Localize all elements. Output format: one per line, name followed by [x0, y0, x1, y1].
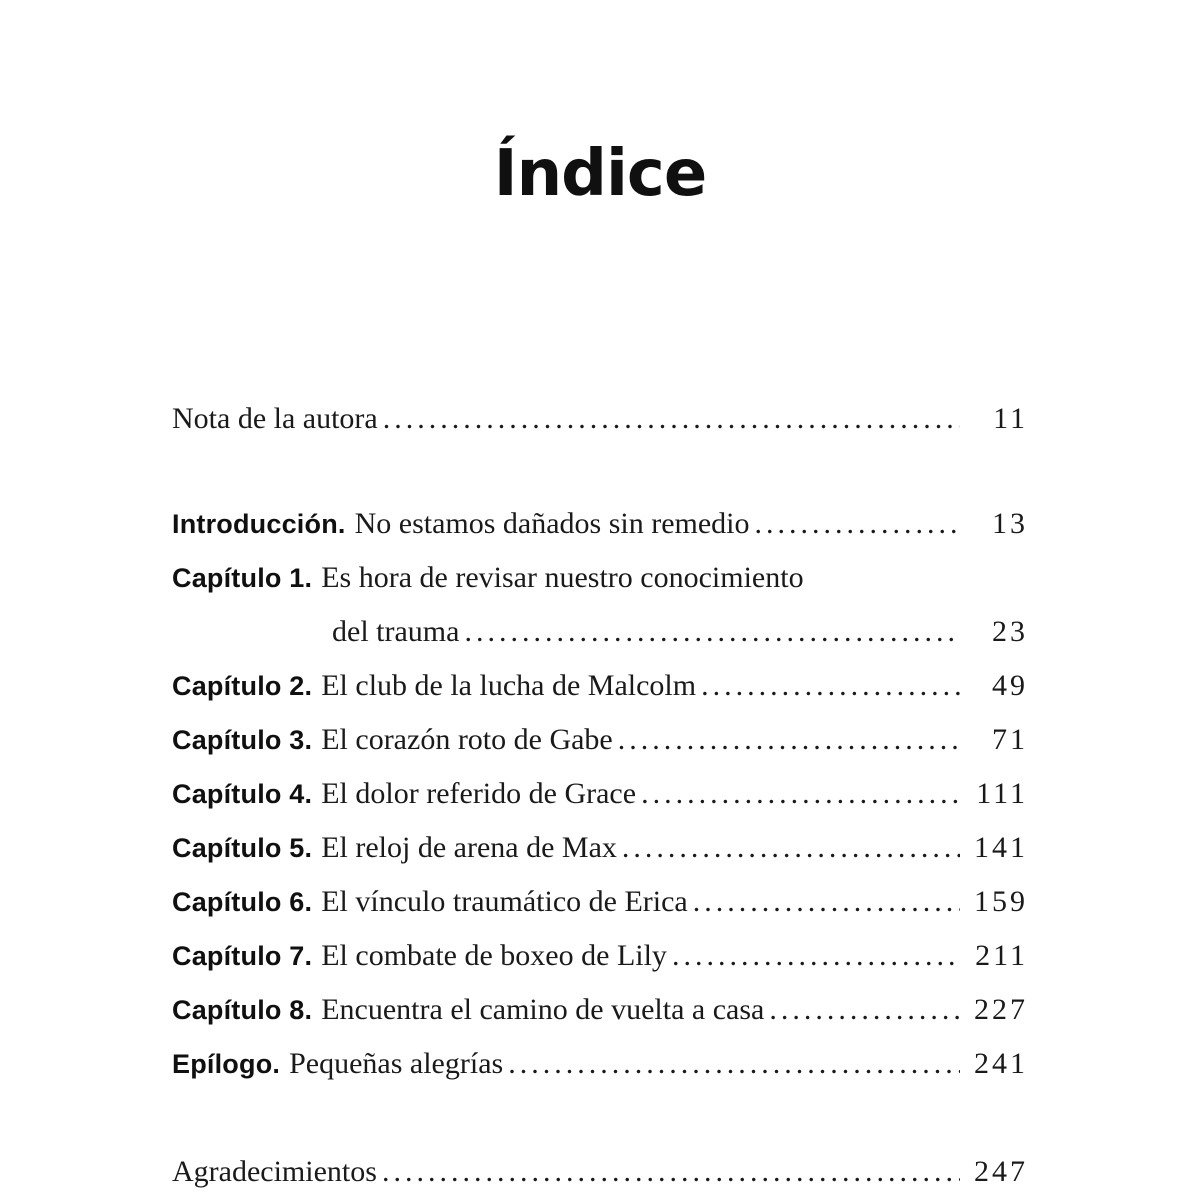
toc-entry-page: 11 — [993, 401, 1028, 435]
dot-leader — [618, 713, 960, 767]
section-gap — [172, 446, 1028, 497]
toc-entry-prefix: Introducción. — [172, 508, 346, 539]
toc-entry-page: 141 — [974, 830, 1028, 864]
toc-entry-continuation: del trauma — [332, 614, 460, 648]
toc-entry-capitulo-8 — [172, 983, 1028, 1037]
toc-entry-capitulo-7 — [172, 929, 1028, 983]
toc-entry-title: Es hora de revisar nuestro conocimiento — [321, 560, 804, 594]
toc-entry-prefix: Capítulo 5. — [172, 832, 313, 863]
toc-entry-page: 227 — [974, 992, 1028, 1026]
toc-entry-nota — [172, 392, 1028, 446]
toc-entry-capitulo-1-line2 — [172, 605, 1028, 659]
dot-leader — [464, 605, 960, 659]
toc-entry-label: Agradecimientos — [172, 1154, 377, 1188]
toc-entry-prefix: Capítulo 7. — [172, 940, 313, 971]
toc-entry-title: No estamos dañados sin remedio — [354, 506, 750, 540]
toc-entry-prefix: Capítulo 4. — [172, 778, 313, 809]
toc-entry-prefix: Capítulo 8. — [172, 994, 313, 1025]
toc-entry-title: El combate de boxeo de Lily — [321, 938, 667, 972]
dot-leader — [622, 821, 960, 875]
dot-leader — [693, 875, 960, 929]
toc-entry-epilogo — [172, 1037, 1028, 1091]
toc-entry-page: 23 — [992, 614, 1028, 648]
table-of-contents — [172, 392, 1028, 1199]
toc-entry-title: Encuentra el camino de vuelta a casa — [321, 992, 765, 1026]
toc-entry-capitulo-3 — [172, 713, 1028, 767]
toc-entry-label: Nota de la autora — [172, 401, 378, 435]
dot-leader — [382, 1145, 960, 1199]
toc-entry-page: 211 — [975, 938, 1028, 972]
toc-entry-capitulo-1-line1 — [172, 551, 1028, 605]
toc-entry-page: 49 — [992, 668, 1028, 702]
dot-leader — [383, 392, 960, 446]
toc-entry-title: El vínculo traumático de Erica — [321, 884, 688, 918]
toc-entry-page: 241 — [974, 1046, 1028, 1080]
toc-entry-prefix: Epílogo. — [172, 1048, 281, 1079]
toc-entry-capitulo-2 — [172, 659, 1028, 713]
dot-leader — [755, 497, 960, 551]
toc-entry-title: Pequeñas alegrías — [289, 1046, 504, 1080]
page-title: Índice — [493, 137, 707, 211]
toc-entry-title: El corazón roto de Gabe — [321, 722, 613, 756]
toc-entry-title: El dolor referido de Grace — [321, 776, 637, 810]
section-gap — [172, 1091, 1028, 1145]
dot-leader — [672, 929, 960, 983]
dot-leader — [508, 1037, 960, 1091]
toc-entry-prefix: Capítulo 2. — [172, 670, 313, 701]
toc-entry-introduccion — [172, 497, 1028, 551]
toc-entry-capitulo-5 — [172, 821, 1028, 875]
toc-entry-prefix: Capítulo 6. — [172, 886, 313, 917]
toc-entry-page: 13 — [992, 506, 1028, 540]
dot-leader — [641, 767, 960, 821]
toc-entry-prefix: Capítulo 3. — [172, 724, 313, 755]
toc-entry-capitulo-6 — [172, 875, 1028, 929]
toc-entry-page: 247 — [974, 1154, 1028, 1188]
toc-entry-title: El reloj de arena de Max — [321, 830, 617, 864]
toc-entry-capitulo-4 — [172, 767, 1028, 821]
dot-leader — [701, 659, 960, 713]
toc-entry-page: 159 — [974, 884, 1028, 918]
toc-entry-title: El club de la lucha de Malcolm — [321, 668, 697, 702]
toc-entry-page: 71 — [992, 722, 1028, 756]
toc-entry-agradecimientos — [172, 1145, 1028, 1199]
toc-entry-prefix: Capítulo 1. — [172, 562, 313, 593]
toc-entry-page: 111 — [976, 776, 1028, 810]
dot-leader — [769, 983, 960, 1037]
